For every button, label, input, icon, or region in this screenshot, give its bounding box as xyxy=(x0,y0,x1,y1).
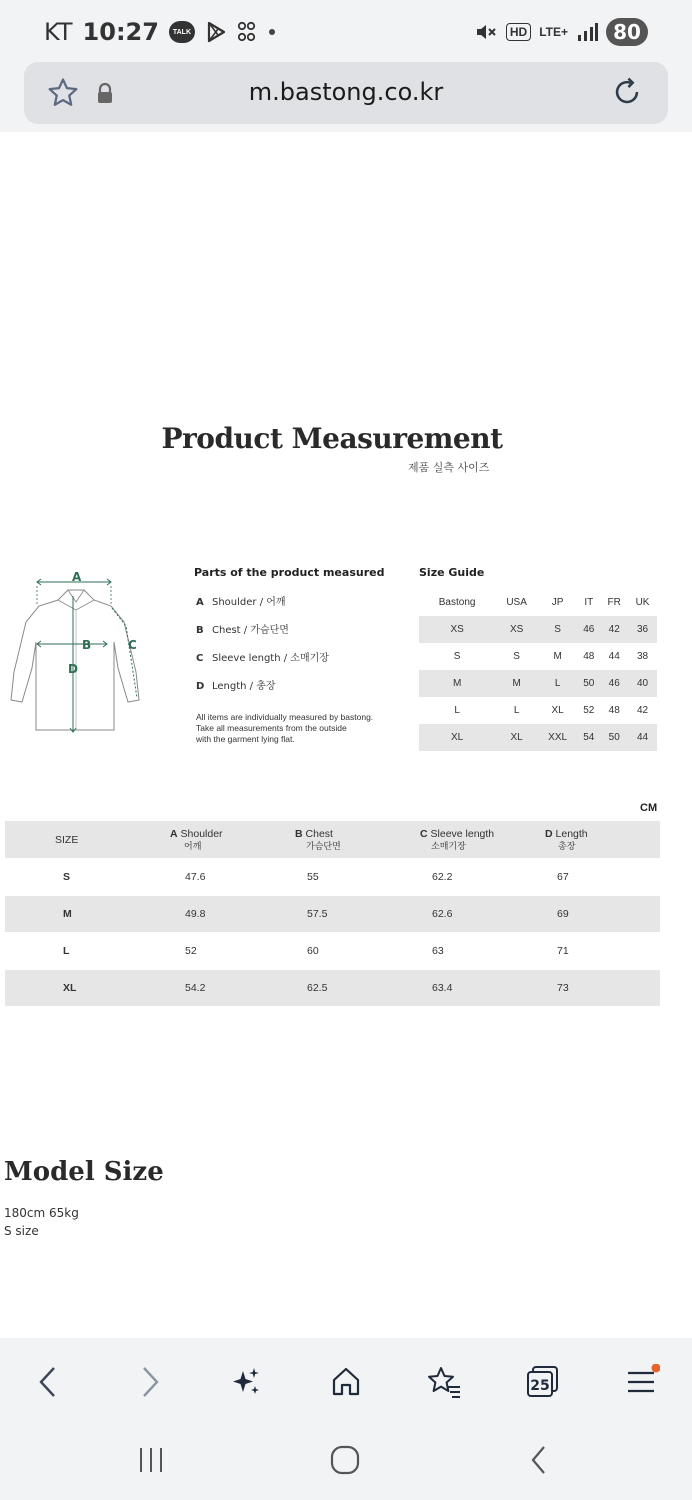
size-guide-cell: 54 xyxy=(577,724,600,751)
measurement-cell: 63.4 xyxy=(420,970,545,1006)
measurement-cell: 73 xyxy=(545,970,660,1006)
size-guide-title: Size Guide xyxy=(419,566,485,579)
carrier-label: KT xyxy=(44,18,73,46)
chevron-right-icon xyxy=(135,1365,165,1399)
part-row-shoulder xyxy=(196,593,329,621)
size-guide-cell: XS xyxy=(419,616,495,643)
measurement-cell: S xyxy=(63,871,71,883)
status-bar xyxy=(0,0,692,62)
size-guide-cell: 38 xyxy=(636,651,649,662)
product-measurement-subtitle: 제품 실측 사이즈 xyxy=(408,461,490,474)
back-nav-button[interactable] xyxy=(514,1440,564,1480)
size-guide-table xyxy=(419,589,657,751)
size-guide-cell: XL xyxy=(419,724,495,751)
measurement-row xyxy=(5,896,660,932)
header-label: Shoulder xyxy=(180,827,223,840)
size-guide-cell: 36 xyxy=(628,616,657,643)
size-guide-cell: XXL xyxy=(538,724,577,751)
size-guide-cell: 42 xyxy=(600,616,628,643)
size-guide-cell: XS xyxy=(495,616,538,643)
system-navigation-bar xyxy=(0,1428,692,1500)
header-sub: 어깨 xyxy=(184,840,202,851)
mute-icon xyxy=(474,20,498,44)
size-guide-row xyxy=(419,670,657,697)
hd-icon: HD xyxy=(506,23,531,41)
size-guide-cell: M xyxy=(495,670,538,697)
measurement-cell: L xyxy=(63,945,70,957)
measurement-cell: 62.6 xyxy=(420,896,545,932)
recent-apps-button[interactable] xyxy=(126,1440,176,1480)
header-letter: D xyxy=(545,827,553,840)
size-guide-cell: S xyxy=(453,651,461,662)
measurement-cell: 57.5 xyxy=(295,896,420,932)
size-guide-cell: 48 xyxy=(583,651,595,662)
size-guide-cell: L xyxy=(538,670,577,697)
recent-apps-icon xyxy=(136,1445,166,1475)
measurement-cell: 71 xyxy=(557,945,569,957)
size-guide-cell: L xyxy=(454,705,460,716)
measurement-cell: M xyxy=(5,896,170,932)
forward-button[interactable] xyxy=(126,1358,174,1406)
diagram-label-b: B xyxy=(82,638,92,652)
size-guide-cell: 46 xyxy=(600,670,628,697)
size-guide-cell: M xyxy=(553,651,562,662)
menu-notification-dot xyxy=(652,1364,661,1373)
tabs-icon xyxy=(524,1364,560,1400)
part-letter: A xyxy=(196,597,204,608)
measurement-cell: 60 xyxy=(307,945,319,957)
part-label: Chest / 가슴단면 xyxy=(212,625,289,636)
bookmarks-button[interactable] xyxy=(420,1358,468,1406)
home-circle-icon xyxy=(329,1444,361,1476)
hamburger-menu-icon xyxy=(624,1364,660,1400)
header-label: Length xyxy=(555,827,588,840)
header-shoulder xyxy=(170,821,295,858)
address-bar[interactable] xyxy=(24,62,668,124)
measurement-cell: 55 xyxy=(307,871,319,883)
back-chevron-icon xyxy=(524,1444,554,1476)
measurement-note xyxy=(196,712,396,745)
measurement-cell: 62.2 xyxy=(432,871,453,883)
measurement-cell: XL xyxy=(5,970,170,1006)
measurement-cell: 69 xyxy=(545,896,660,932)
size-guide-header-row xyxy=(419,589,657,616)
shirt-measurement-diagram xyxy=(6,572,146,742)
battery-indicator: 80 xyxy=(606,18,648,46)
part-row-length xyxy=(196,677,329,705)
measurement-row xyxy=(5,970,660,1006)
header-letter: A xyxy=(170,827,178,840)
measurement-table xyxy=(5,821,660,1006)
notification-dot-icon xyxy=(267,27,277,37)
part-letter: D xyxy=(196,681,205,692)
header-label: Sleeve length xyxy=(430,827,495,840)
size-guide-row xyxy=(419,697,657,724)
part-label: Length / 총장 xyxy=(212,681,276,692)
ai-sparkle-button[interactable] xyxy=(222,1358,270,1406)
size-guide-cell: 42 xyxy=(636,705,649,716)
measurement-cell: 67 xyxy=(557,871,569,883)
browser-address-area xyxy=(0,62,692,132)
size-guide-row xyxy=(419,643,657,670)
signal-icon xyxy=(576,21,598,43)
tabs-count: 25 xyxy=(530,1378,550,1394)
header-length xyxy=(545,821,660,858)
size-guide-row xyxy=(419,616,657,643)
size-guide-header: USA xyxy=(506,597,527,608)
measurement-cell: 47.6 xyxy=(185,871,206,883)
chevron-left-icon xyxy=(33,1365,63,1399)
tabs-button[interactable] xyxy=(518,1358,566,1406)
unit-label: CM xyxy=(640,802,658,814)
play-store-icon xyxy=(205,21,227,43)
note-line: All items are individually measured by bastong. xyxy=(196,712,374,722)
header-sub: 가슴단면 xyxy=(306,840,341,851)
header-letter: B xyxy=(295,827,303,840)
product-measurement-title: Product Measurement xyxy=(161,422,503,455)
size-guide-cell: M xyxy=(419,670,495,697)
size-guide-cell: L xyxy=(513,705,520,716)
home-button[interactable] xyxy=(322,1358,370,1406)
header-sub: 소매기장 xyxy=(431,840,466,851)
size-guide-cell: 50 xyxy=(577,670,600,697)
model-height-weight: 180cm 65kg xyxy=(4,1206,79,1220)
page-content[interactable] xyxy=(0,132,692,1338)
size-guide-cell: XL xyxy=(551,705,564,716)
home-nav-button[interactable] xyxy=(320,1440,370,1480)
header-size: SIZE xyxy=(5,821,170,858)
parts-measured-title: Parts of the product measured xyxy=(194,566,385,579)
size-guide-row xyxy=(419,724,657,751)
measurement-cell: 54.2 xyxy=(170,970,295,1006)
diagram-label-a: A xyxy=(72,572,82,584)
sparkle-icon xyxy=(229,1365,263,1399)
model-size-title: Model Size xyxy=(4,1157,164,1187)
size-guide-cell: 40 xyxy=(628,670,657,697)
size-guide-header: FR xyxy=(607,597,621,608)
size-guide-cell: 50 xyxy=(600,724,628,751)
part-letter: C xyxy=(196,653,204,664)
browser-toolbar xyxy=(0,1338,692,1428)
url-text[interactable]: m.bastong.co.kr xyxy=(248,78,444,106)
menu-button[interactable] xyxy=(618,1358,666,1406)
network-type-label: LTE+ xyxy=(539,25,568,39)
measurement-row xyxy=(5,932,660,970)
size-guide-header: IT xyxy=(584,597,594,608)
size-guide-cell: 48 xyxy=(608,705,620,716)
kakaotalk-icon: TALK xyxy=(169,21,195,43)
size-guide-cell: 52 xyxy=(583,705,595,716)
part-letter: B xyxy=(196,625,204,636)
size-guide-cell: XL xyxy=(495,724,538,751)
measurement-cell: 63 xyxy=(432,945,444,957)
size-guide-cell: 46 xyxy=(577,616,600,643)
measurement-cell: 49.8 xyxy=(170,896,295,932)
measurement-cell: 52 xyxy=(185,945,197,957)
app-grid-icon xyxy=(237,21,257,43)
status-time: 10:27 xyxy=(82,18,159,46)
measurement-header-row xyxy=(5,821,660,858)
header-sleeve xyxy=(420,821,545,858)
back-button[interactable] xyxy=(24,1358,72,1406)
reload-icon[interactable] xyxy=(610,75,644,114)
part-label: Shoulder / 어깨 xyxy=(212,597,286,608)
bookmark-list-icon xyxy=(426,1365,462,1399)
size-guide-header: Bastong xyxy=(438,597,476,608)
part-label: Sleeve length / 소매기장 xyxy=(212,653,329,664)
model-size-worn: S size xyxy=(4,1224,39,1238)
measurement-cell: 62.5 xyxy=(295,970,420,1006)
size-guide-header: UK xyxy=(635,597,650,608)
parts-list xyxy=(196,593,329,705)
header-sub: 총장 xyxy=(558,840,576,851)
size-guide-header: JP xyxy=(551,597,564,608)
measurement-row xyxy=(5,858,660,896)
home-icon xyxy=(329,1365,363,1399)
note-line: with the garment lying flat. xyxy=(196,734,295,744)
size-guide-cell: S xyxy=(538,616,577,643)
diagram-label-d: D xyxy=(68,662,78,676)
header-letter: C xyxy=(420,827,428,840)
part-row-sleeve xyxy=(196,649,329,677)
part-row-chest xyxy=(196,621,329,649)
header-label: Chest xyxy=(305,827,333,840)
size-guide-cell: S xyxy=(513,651,520,662)
note-line: Take all measurements from the outside xyxy=(196,723,347,733)
size-guide-cell: 44 xyxy=(608,651,620,662)
header-chest xyxy=(295,821,420,858)
size-guide-cell: 44 xyxy=(628,724,657,751)
diagram-label-c: C xyxy=(128,638,137,652)
